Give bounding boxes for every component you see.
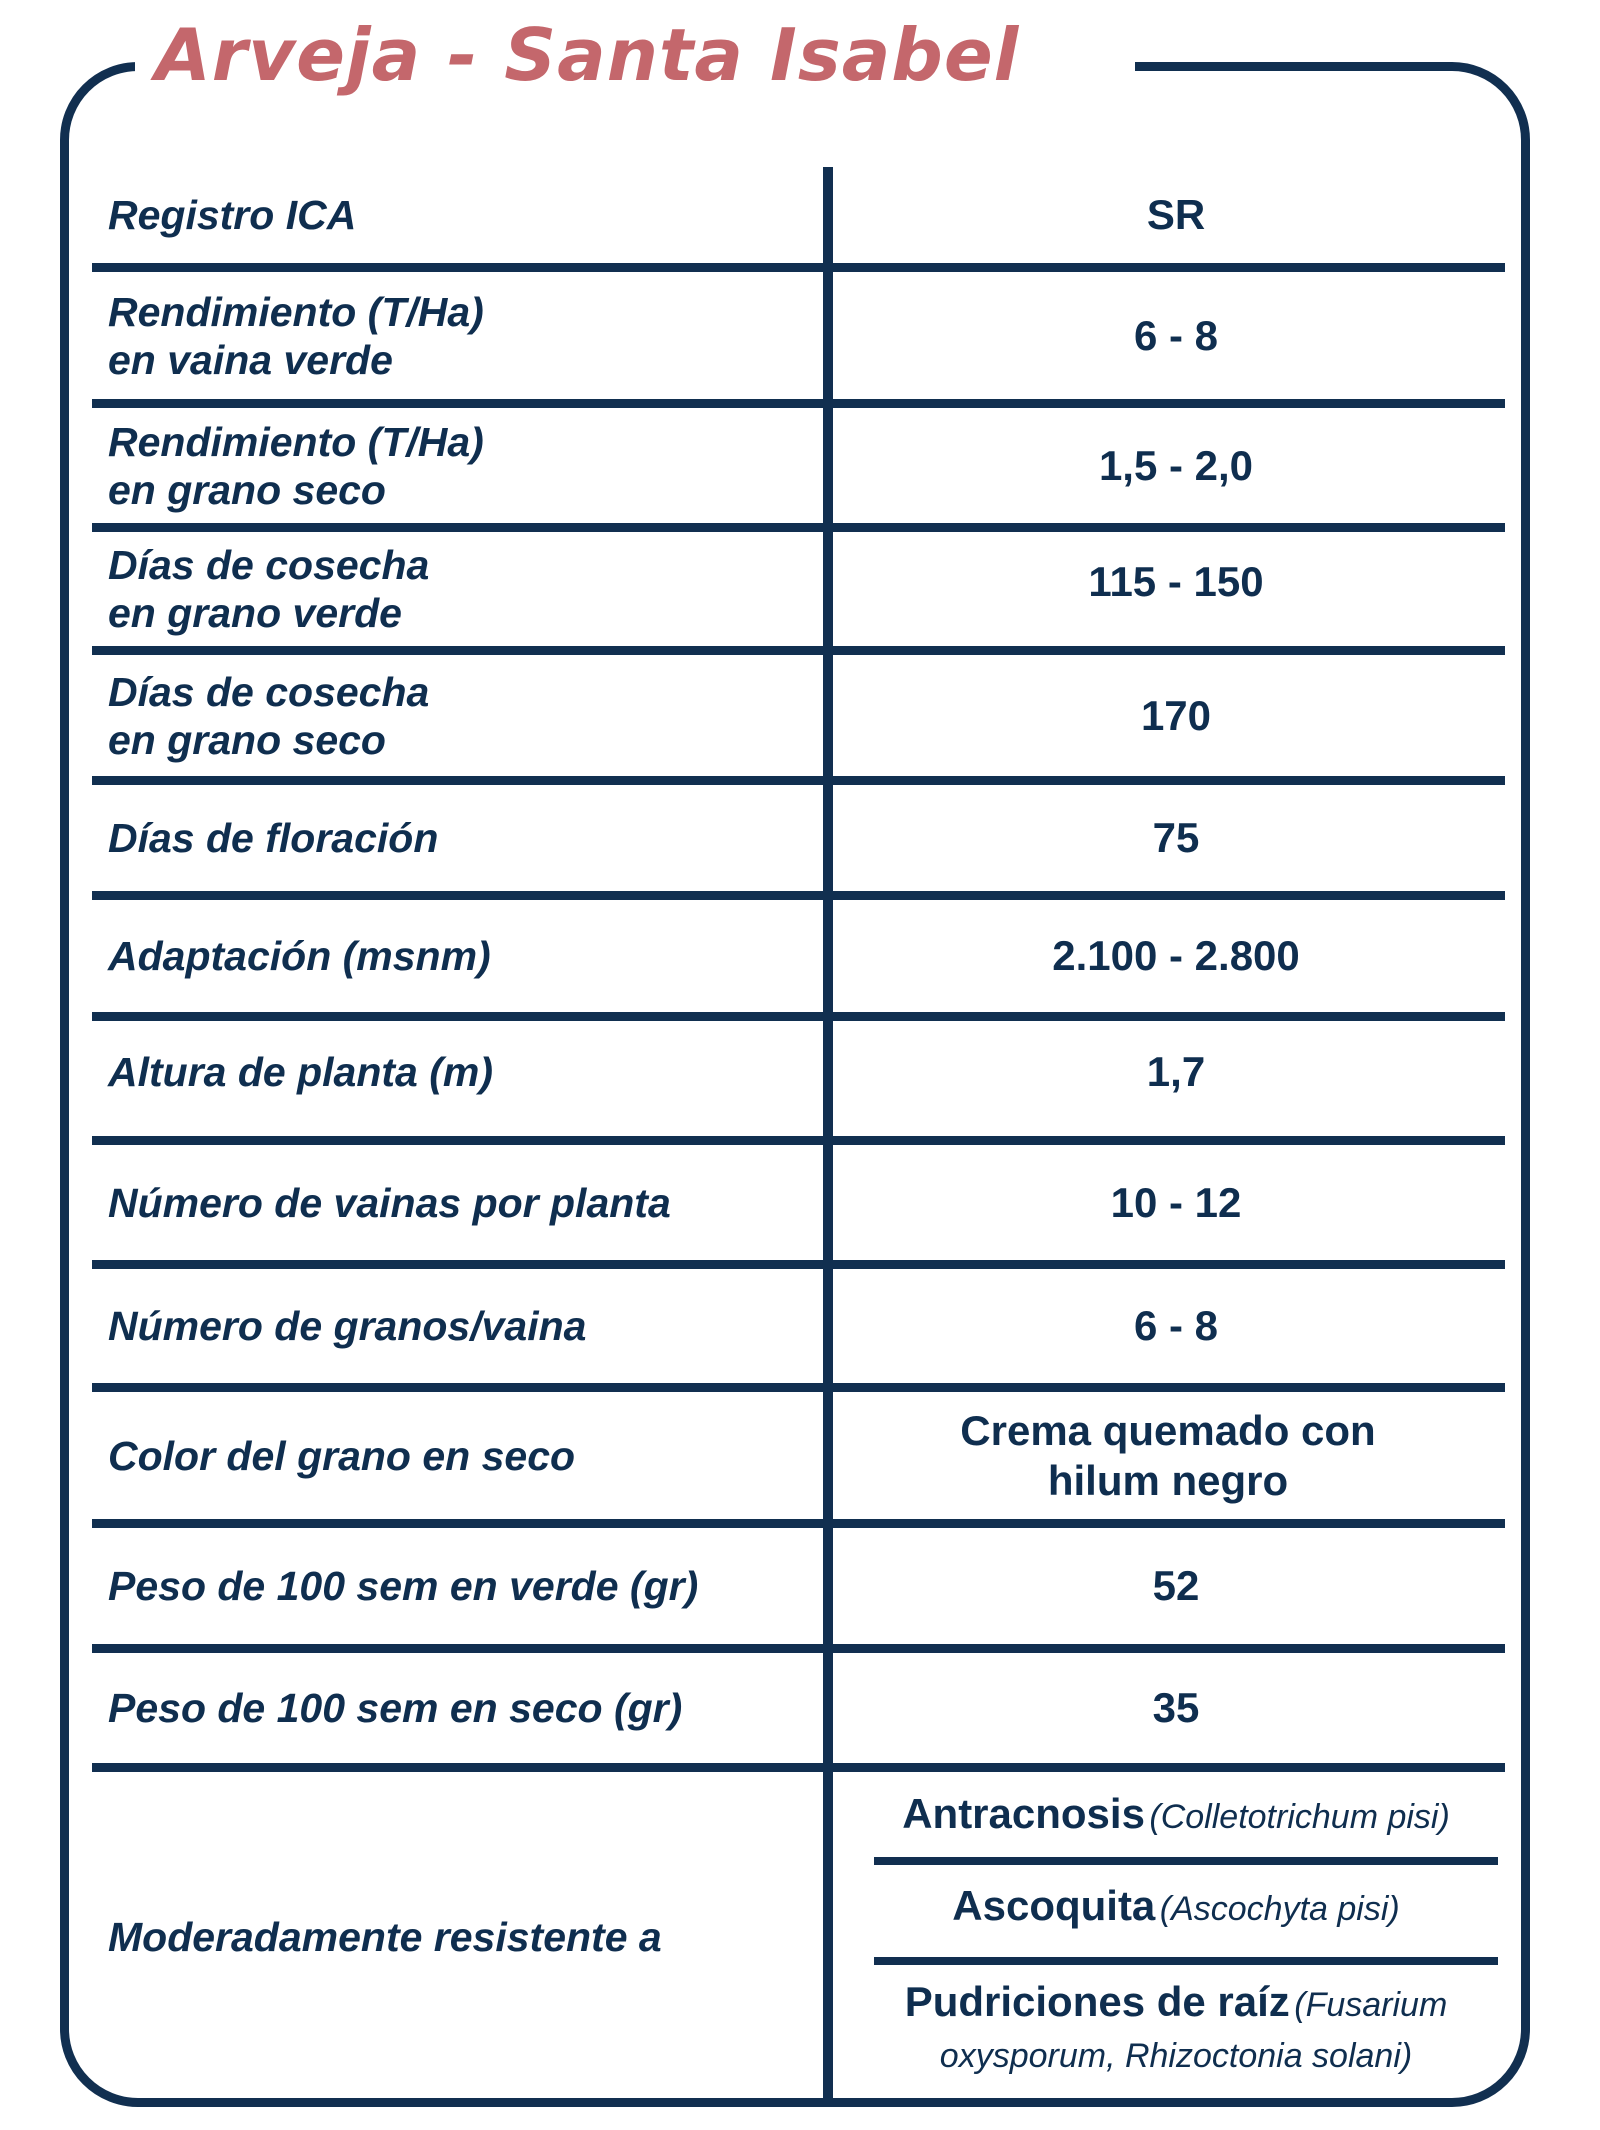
row-label-peso-verde: Peso de 100 sem en verde (gr) bbox=[108, 1563, 699, 1609]
row-divider bbox=[92, 1763, 1505, 1772]
row-value-cosecha-seco: 170 bbox=[1140, 691, 1212, 739]
row-label-granos: Número de granos/vaina bbox=[108, 1303, 587, 1349]
row-label-color: Color del grano en seco bbox=[108, 1432, 576, 1479]
row-value-registro: SR bbox=[1146, 191, 1206, 238]
disease-antracnosis: Antracnosis (Colletotrichum pisi) bbox=[902, 1790, 1450, 1837]
row-divider bbox=[92, 1136, 1505, 1145]
disease-ascoquita: Ascoquita (Ascochyta pisi) bbox=[952, 1882, 1400, 1929]
row-value-cosecha-verde: 115 - 150 bbox=[1088, 558, 1264, 605]
row-value-adaptacion: 2.100 - 2.800 bbox=[1052, 932, 1300, 979]
row-label-peso-seco: Peso de 100 sem en seco (gr) bbox=[108, 1685, 683, 1731]
row-label-rendimiento-vaina: Rendimiento (T/Ha) en vaina verde bbox=[108, 288, 484, 383]
row-label-floracion: Días de floración bbox=[108, 815, 439, 861]
row-divider bbox=[92, 263, 1505, 272]
row-value-granos: 6 - 8 bbox=[1133, 1302, 1219, 1349]
row-divider bbox=[92, 776, 1505, 785]
disease-divider bbox=[874, 1857, 1498, 1865]
disease-divider bbox=[874, 1957, 1498, 1965]
row-label-cosecha-verde: Días de cosecha en grano verde bbox=[108, 542, 430, 636]
row-value-peso-seco: 35 bbox=[1152, 1684, 1200, 1731]
row-divider bbox=[92, 399, 1505, 408]
row-divider bbox=[92, 1383, 1505, 1392]
row-label-cosecha-seco: Días de cosecha en grano seco bbox=[108, 668, 430, 763]
row-label-vainas: Número de vainas por planta bbox=[108, 1179, 671, 1226]
row-value-rendimiento-grano: 1,5 - 2,0 bbox=[1098, 441, 1254, 489]
row-label-rendimiento-grano: Rendimiento (T/Ha) en grano seco bbox=[108, 418, 484, 513]
row-label-registro: Registro ICA bbox=[108, 192, 357, 238]
row-value-altura: 1,7 bbox=[1146, 1048, 1206, 1095]
row-divider bbox=[92, 646, 1505, 655]
row-divider bbox=[92, 891, 1505, 900]
page-title: Arveja - Santa Isabel bbox=[155, 13, 1020, 97]
row-divider bbox=[92, 1012, 1505, 1021]
row-value-color: Crema quemado con hilum negro bbox=[960, 1406, 1376, 1504]
row-value-vainas: 10 - 12 bbox=[1110, 1178, 1242, 1226]
row-divider bbox=[92, 1260, 1505, 1269]
row-divider bbox=[92, 1519, 1505, 1528]
row-divider bbox=[92, 1644, 1505, 1653]
disease-pudriciones: Pudriciones de raíz (Fusarium oxysporum, Rhizoctonia solani) bbox=[904, 1978, 1448, 2075]
row-divider bbox=[92, 523, 1505, 532]
row-label-altura: Altura de planta (m) bbox=[108, 1049, 493, 1095]
row-value-rendimiento-vaina: 6 - 8 bbox=[1133, 311, 1219, 359]
row-value-floracion: 75 bbox=[1152, 814, 1200, 861]
row-label-resistencia: Moderadamente resistente a bbox=[108, 1914, 662, 1960]
row-label-adaptacion: Adaptación (msnm) bbox=[108, 933, 491, 979]
row-value-peso-verde: 52 bbox=[1152, 1562, 1200, 1609]
